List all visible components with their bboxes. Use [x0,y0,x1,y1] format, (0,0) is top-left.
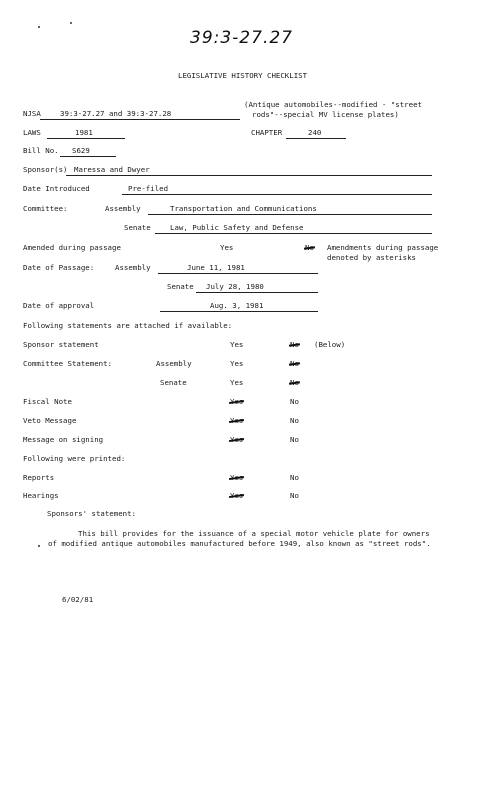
veto-message-yes-wrap [230,417,243,424]
committee-statement-assembly-no: No [290,359,299,368]
approval-label: Date of approval [23,301,95,310]
fiscal-note-no: No [290,397,299,406]
sponsor-statement-label: Sponsor statement [23,340,99,349]
hearings-yes-wrap [230,492,243,499]
statement-line1: This bill provides for the issuance of a special motor vehicle plate for owners [78,529,430,538]
amended-note-line2: denoted by asterisks [327,253,416,262]
committee-statement-assembly-label: Assembly [156,359,192,368]
committee-statement-senate-no: No [290,378,299,387]
committee-statement-assembly-yes: Yes [230,359,244,368]
committee-statement-senate-no-wrap [290,379,299,386]
veto-message-label: Veto Message [23,416,77,425]
scan-speck [70,22,72,24]
committee-assembly-underline [148,214,432,215]
sponsors-label: Sponsor(s) [23,165,68,174]
signing-message-yes: Yes [230,435,244,444]
handwritten-statute-number: 39:3-27.27 [190,28,293,48]
committee-statement-senate-yes: Yes [230,378,244,387]
passage-label: Date of Passage: [23,263,95,272]
fiscal-note-yes: Yes [230,397,244,406]
passage-senate-label: Senate [167,282,194,291]
date-introduced-underline [122,194,432,195]
chapter-value: 240 [308,128,322,137]
signing-message-label: Message on signing [23,435,104,444]
laws-underline [47,138,125,139]
sponsor-statement-yes: Yes [230,340,244,349]
footer-code: 6/02/81 [62,595,94,604]
njsa-note-line2: rods"--special MV license plates) [252,110,399,119]
committee-statement-label: Committee Statement: [23,359,112,368]
hearings-label: Hearings [23,491,59,500]
reports-label: Reports [23,473,55,482]
reports-yes: Yes [230,473,244,482]
committee-senate-underline [155,233,432,234]
hearings-no: No [290,491,299,500]
bill-label: Bill No. [23,146,59,155]
committee-assembly-label: Assembly [105,204,141,213]
date-introduced-value: Pre-filed [128,184,169,193]
committee-assembly-value: Transportation and Communications [170,204,317,213]
njsa-note-line1: (Antique automobiles--modified - "street [244,100,422,109]
signing-message-no: No [290,435,299,444]
passage-senate-underline [196,292,318,293]
passage-assembly-underline [158,273,318,274]
chapter-label: CHAPTER [251,128,283,137]
njsa-value: 39:3-27.27 and 39:3-27.28 [60,109,172,118]
laws-value: 1981 [75,128,93,137]
sponsors-value: Maressa and Dwyer [74,165,150,174]
passage-senate-value: July 28, 1980 [206,282,264,291]
passage-assembly-value: June 11, 1981 [187,263,245,272]
committee-statement-assembly-no-wrap [290,360,299,367]
amended-yes: Yes [220,243,234,252]
scan-speck [38,26,40,28]
date-introduced-label: Date Introduced [23,184,90,193]
fiscal-note-yes-wrap [230,398,243,405]
amended-label: Amended during passage [23,243,121,252]
amended-no-struck [305,244,314,251]
statement-line2: of modified antique automobiles manufactured before 1949, also known as "street rods". [48,539,431,548]
committee-senate-label: Senate [124,223,151,232]
njsa-label: NJSA [23,109,41,118]
veto-message-yes: Yes [230,416,244,425]
amended-no: No [305,243,314,252]
veto-message-no: No [290,416,299,425]
chapter-underline [286,138,346,139]
sponsor-statement-note: (Below) [314,340,346,349]
committee-senate-value: Law, Public Safety and Defense [170,223,304,232]
approval-value: Aug. 3, 1981 [210,301,264,310]
printed-heading: Following were printed: [23,454,126,463]
committee-label: Committee: [23,204,68,213]
hearings-yes: Yes [230,491,244,500]
sponsor-statement-no: No [290,340,299,349]
njsa-underline [40,119,240,120]
bill-value: S629 [72,146,90,155]
attached-heading: Following statements are attached if available: [23,321,233,330]
sponsors-underline [66,175,432,176]
approval-underline [160,311,318,312]
passage-assembly-label: Assembly [115,263,151,272]
sponsor-statement-no-wrap [290,341,299,348]
reports-yes-wrap [230,474,243,481]
reports-no: No [290,473,299,482]
statement-heading: Sponsors' statement: [47,509,136,518]
committee-statement-senate-label: Senate [160,378,187,387]
fiscal-note-label: Fiscal Note [23,397,72,406]
bill-underline [60,156,116,157]
scan-speck [38,545,40,547]
page-title: LEGISLATIVE HISTORY CHECKLIST [178,71,308,80]
amended-note-line1: Amendments during passage [327,243,439,252]
signing-message-yes-wrap [230,436,243,443]
laws-label: LAWS [23,128,41,137]
